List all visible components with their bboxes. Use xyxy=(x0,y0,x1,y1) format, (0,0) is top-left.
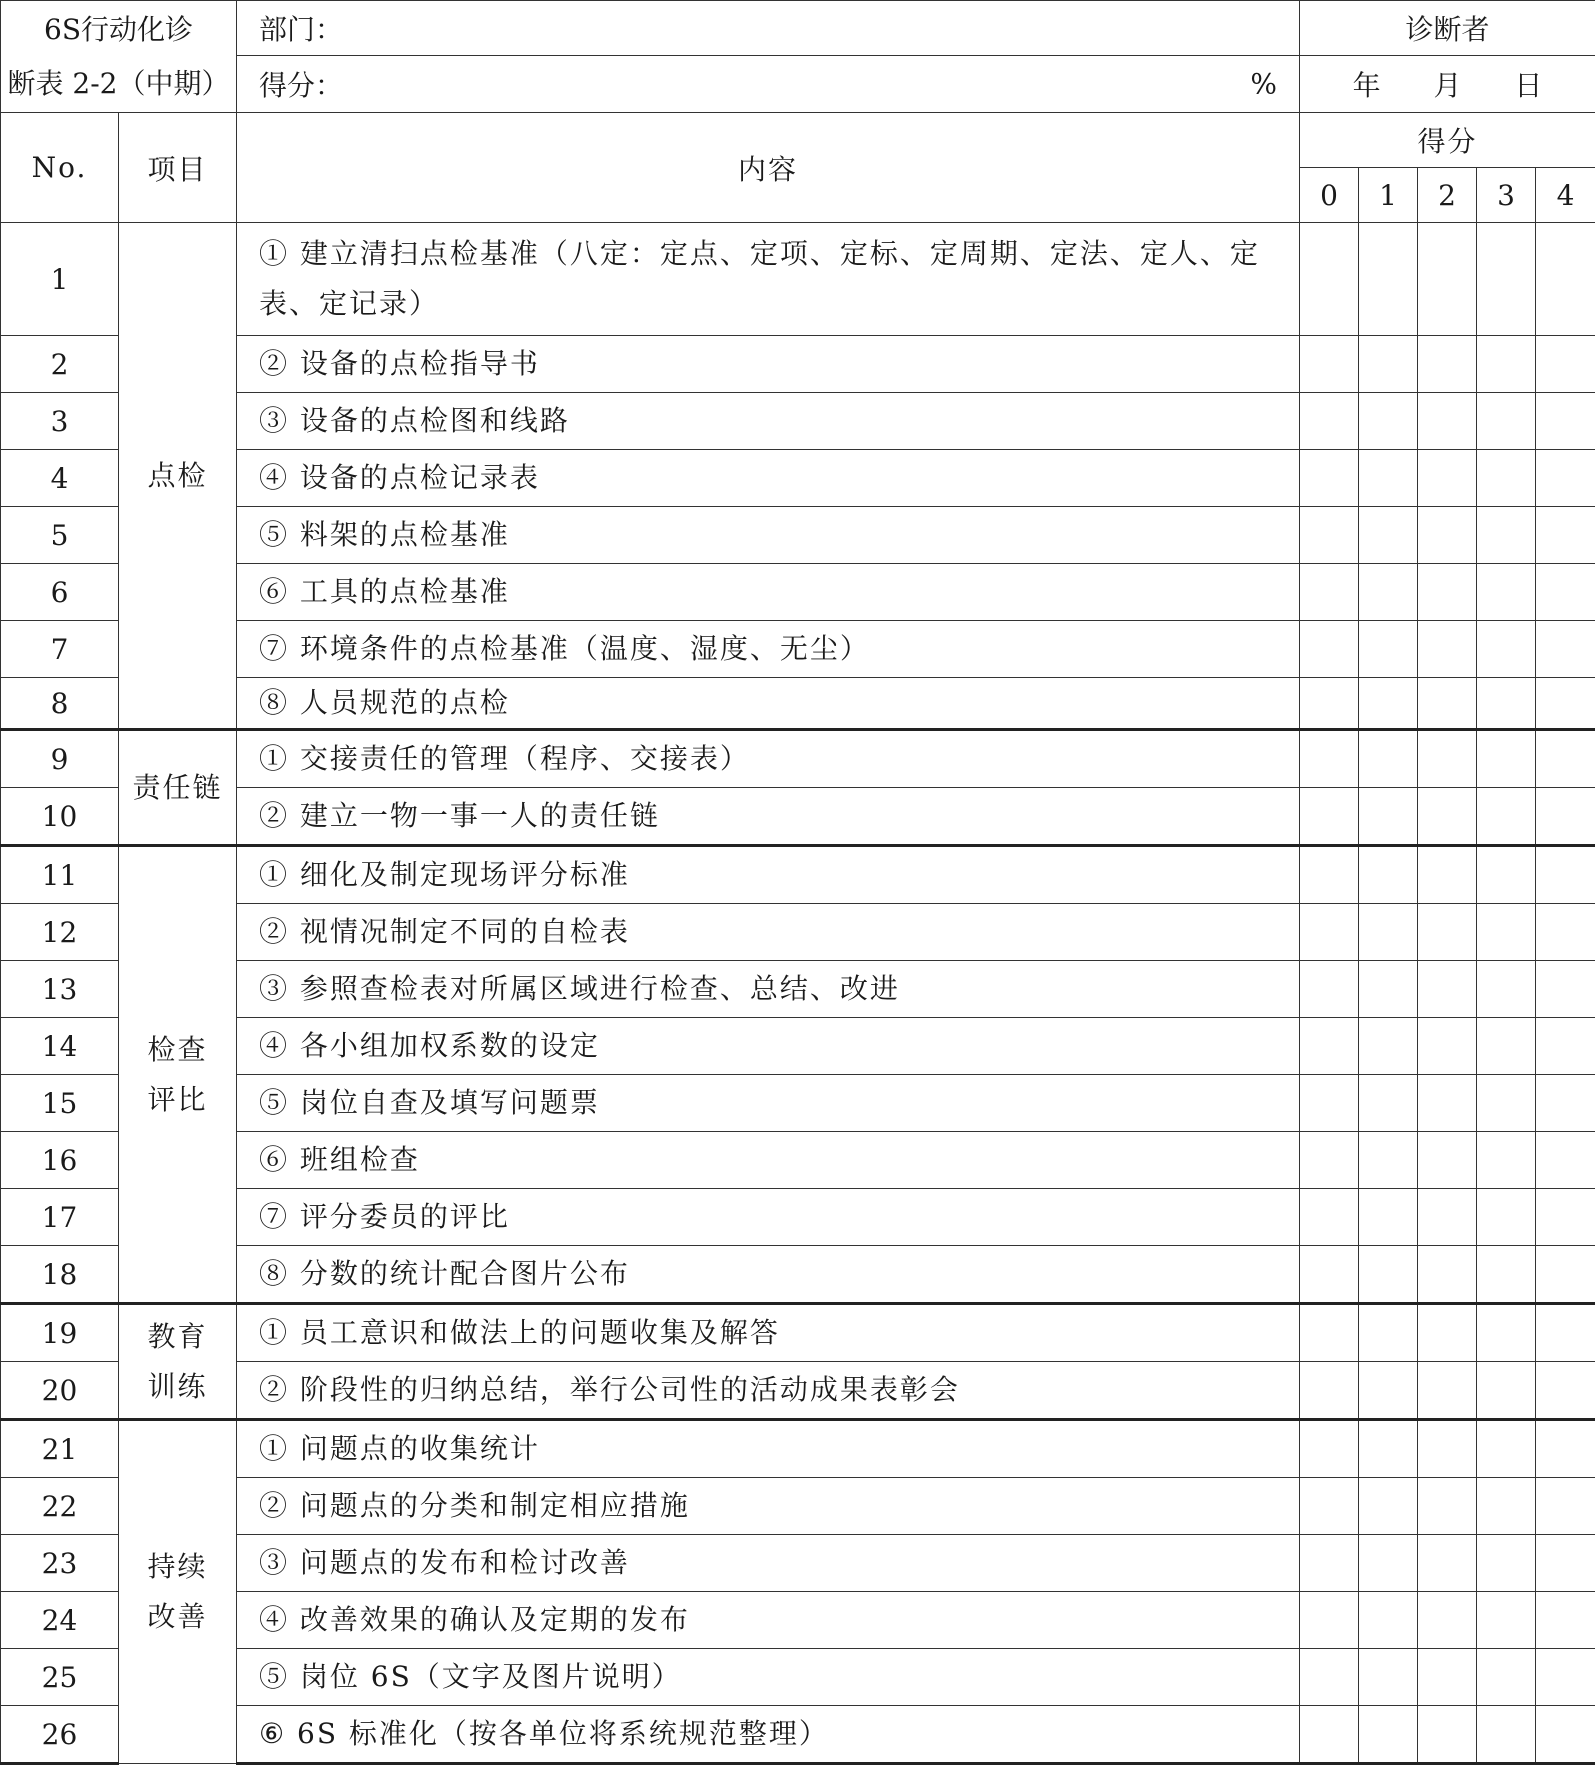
score-cell-4[interactable] xyxy=(1536,450,1595,507)
score-cell-2[interactable] xyxy=(1418,788,1477,846)
score-cell-0[interactable] xyxy=(1300,1420,1359,1478)
table-row xyxy=(1,393,1595,450)
row-number: 3 xyxy=(1,393,119,450)
score-cell-2[interactable] xyxy=(1418,678,1477,730)
row-number: 22 xyxy=(1,1478,119,1535)
row-content: ⑤ 岗位 6S（文字及图片说明） xyxy=(237,1649,1300,1706)
score-cell-4[interactable] xyxy=(1536,1362,1595,1420)
score-cell-1[interactable] xyxy=(1359,788,1418,846)
date-field[interactable] xyxy=(1300,56,1595,113)
score-cell-0[interactable] xyxy=(1300,621,1359,678)
row-content: ⑦ 环境条件的点检基准（温度、湿度、无尘） xyxy=(237,621,1300,678)
score-cell-2[interactable] xyxy=(1418,1132,1477,1189)
score-level-2: 2 xyxy=(1418,168,1477,223)
row-number: 19 xyxy=(1,1304,119,1362)
category-label-line2: 评比 xyxy=(147,1082,208,1116)
row-content: ④ 改善效果的确认及定期的发布 xyxy=(237,1592,1300,1649)
table-row xyxy=(1,1132,1595,1189)
row-number: 2 xyxy=(1,336,119,393)
table-row xyxy=(1,961,1595,1018)
score-cell-1[interactable] xyxy=(1359,223,1418,336)
date-year: 年 xyxy=(1352,69,1381,102)
score-cell-2[interactable] xyxy=(1418,507,1477,564)
score-cell-2[interactable] xyxy=(1418,1706,1477,1764)
score-cell-0[interactable] xyxy=(1300,846,1359,904)
table-row xyxy=(1,1535,1595,1592)
score-cell-2[interactable] xyxy=(1418,393,1477,450)
score-cell-2[interactable] xyxy=(1418,336,1477,393)
score-cell-4[interactable] xyxy=(1536,223,1595,336)
score-cell-2[interactable] xyxy=(1418,450,1477,507)
score-cell-3[interactable] xyxy=(1477,1075,1536,1132)
score-cell-2[interactable] xyxy=(1418,730,1477,788)
row-number: 10 xyxy=(1,788,119,846)
score-cell-3[interactable] xyxy=(1477,1018,1536,1075)
row-number: 15 xyxy=(1,1075,119,1132)
score-cell-3[interactable] xyxy=(1477,393,1536,450)
score-cell-1[interactable] xyxy=(1359,336,1418,393)
score-cell-0[interactable] xyxy=(1300,1649,1359,1706)
score-cell-1[interactable] xyxy=(1359,1706,1418,1764)
score-cell-3[interactable] xyxy=(1477,1304,1536,1362)
score-cell-0[interactable] xyxy=(1300,1018,1359,1075)
score-cell-1[interactable] xyxy=(1359,730,1418,788)
table-row xyxy=(1,223,1595,336)
score-cell-2[interactable] xyxy=(1418,904,1477,961)
score-cell-2[interactable] xyxy=(1418,1420,1477,1478)
table-row xyxy=(1,730,1595,788)
table-row xyxy=(1,1362,1595,1420)
score-cell-1[interactable] xyxy=(1359,393,1418,450)
score-cell-3[interactable] xyxy=(1477,1592,1536,1649)
score-cell-4[interactable] xyxy=(1536,1189,1595,1246)
row-content: ① 问题点的收集统计 xyxy=(237,1420,1300,1478)
score-cell-0[interactable] xyxy=(1300,1075,1359,1132)
table-row xyxy=(1,846,1595,904)
category-label: 责任链 xyxy=(132,770,223,804)
category-responsibility-chain xyxy=(119,730,237,846)
score-cell-2[interactable] xyxy=(1418,1592,1477,1649)
row-number: 24 xyxy=(1,1592,119,1649)
header-row-1 xyxy=(1,1,1595,56)
row-number: 4 xyxy=(1,450,119,507)
row-number: 26 xyxy=(1,1706,119,1764)
score-cell-0[interactable] xyxy=(1300,904,1359,961)
table-row xyxy=(1,1304,1595,1362)
score-cell-4[interactable] xyxy=(1536,1592,1595,1649)
score-cell-3[interactable] xyxy=(1477,1420,1536,1478)
score-level-4: 4 xyxy=(1536,168,1595,223)
col-header-score: 得分 xyxy=(1300,113,1595,168)
score-cell-4[interactable] xyxy=(1536,678,1595,730)
score-cell-1[interactable] xyxy=(1359,1075,1418,1132)
row-content: ① 员工意识和做法上的问题收集及解答 xyxy=(237,1304,1300,1362)
table-row xyxy=(1,621,1595,678)
score-cell-2[interactable] xyxy=(1418,564,1477,621)
score-cell-1[interactable] xyxy=(1359,961,1418,1018)
score-cell-0[interactable] xyxy=(1300,1246,1359,1304)
row-number: 18 xyxy=(1,1246,119,1304)
category-label-line2: 训练 xyxy=(147,1369,208,1403)
score-cell-4[interactable] xyxy=(1536,1075,1595,1132)
score-cell-3[interactable] xyxy=(1477,961,1536,1018)
col-header-no: No. xyxy=(1,113,119,223)
table-row xyxy=(1,678,1595,730)
score-cell-0[interactable] xyxy=(1300,507,1359,564)
row-content: ⑤ 岗位自查及填写问题票 xyxy=(237,1075,1300,1132)
score-cell-3[interactable] xyxy=(1477,730,1536,788)
score-cell-3[interactable] xyxy=(1477,1478,1536,1535)
score-cell-1[interactable] xyxy=(1359,1478,1418,1535)
diagnoser-header: 诊断者 xyxy=(1300,1,1595,56)
form-title-line1: 6S行动化诊 xyxy=(44,12,193,46)
score-cell-4[interactable] xyxy=(1536,564,1595,621)
score-cell-0[interactable] xyxy=(1300,1304,1359,1362)
table-row xyxy=(1,1478,1595,1535)
score-cell-3[interactable] xyxy=(1477,1535,1536,1592)
row-content: ⑧ 分数的统计配合图片公布 xyxy=(237,1246,1300,1304)
category-inspection xyxy=(119,223,237,730)
score-cell-0[interactable] xyxy=(1300,450,1359,507)
table-row xyxy=(1,904,1595,961)
row-content: ⑥ 工具的点检基准 xyxy=(237,564,1300,621)
score-cell-4[interactable] xyxy=(1536,904,1595,961)
row-content: ③ 问题点的发布和检讨改善 xyxy=(237,1535,1300,1592)
score-cell-0[interactable] xyxy=(1300,1362,1359,1420)
score-cell-0[interactable] xyxy=(1300,336,1359,393)
row-number: 13 xyxy=(1,961,119,1018)
score-cell-0[interactable] xyxy=(1300,788,1359,846)
col-header-item: 项目 xyxy=(119,113,237,223)
score-cell-0[interactable] xyxy=(1300,393,1359,450)
row-content: ③ 参照查检表对所属区域进行检查、总结、改进 xyxy=(237,961,1300,1018)
column-header-row-1 xyxy=(1,113,1595,168)
row-content: ② 建立一物一事一人的责任链 xyxy=(237,788,1300,846)
score-cell-4[interactable] xyxy=(1536,846,1595,904)
category-label: 检查 xyxy=(147,1032,208,1066)
row-number: 1 xyxy=(1,223,119,336)
row-number: 21 xyxy=(1,1420,119,1478)
score-level-3: 3 xyxy=(1477,168,1536,223)
row-content: ⑧ 人员规范的点检 xyxy=(237,678,1300,730)
score-cell-2[interactable] xyxy=(1418,1649,1477,1706)
table-row xyxy=(1,1246,1595,1304)
score-cell-0[interactable] xyxy=(1300,1132,1359,1189)
score-cell-4[interactable] xyxy=(1536,1132,1595,1189)
score-cell-4[interactable] xyxy=(1536,1018,1595,1075)
row-number: 23 xyxy=(1,1535,119,1592)
score-cell-3[interactable] xyxy=(1477,1706,1536,1764)
score-cell-4[interactable] xyxy=(1536,788,1595,846)
score-cell-2[interactable] xyxy=(1418,1362,1477,1420)
score-cell-0[interactable] xyxy=(1300,961,1359,1018)
score-cell-2[interactable] xyxy=(1418,1075,1477,1132)
table-row xyxy=(1,1706,1595,1764)
row-content: ⑥ 班组检查 xyxy=(237,1132,1300,1189)
score-cell-3[interactable] xyxy=(1477,1362,1536,1420)
row-number: 9 xyxy=(1,730,119,788)
row-number: 14 xyxy=(1,1018,119,1075)
form-title xyxy=(1,1,237,113)
score-cell-0[interactable] xyxy=(1300,678,1359,730)
score-cell-1[interactable] xyxy=(1359,450,1418,507)
row-number: 6 xyxy=(1,564,119,621)
score-cell-0[interactable] xyxy=(1300,1592,1359,1649)
category-continuous-improvement xyxy=(119,1420,237,1764)
score-cell-1[interactable] xyxy=(1359,1304,1418,1362)
table-row xyxy=(1,788,1595,846)
score-cell-3[interactable] xyxy=(1477,1649,1536,1706)
row-number: 25 xyxy=(1,1649,119,1706)
row-content: ④ 设备的点检记录表 xyxy=(237,450,1300,507)
row-content: ① 建立清扫点检基准（八定：定点、定项、定标、定周期、定法、定人、定表、定记录） xyxy=(237,223,1300,336)
row-number: 7 xyxy=(1,621,119,678)
score-label: 得分： xyxy=(259,69,344,102)
department-field[interactable] xyxy=(237,1,1300,56)
score-cell-1[interactable] xyxy=(1359,1592,1418,1649)
category-label: 持续 xyxy=(147,1550,208,1583)
score-cell-3[interactable] xyxy=(1477,904,1536,961)
row-content: ④ 各小组加权系数的设定 xyxy=(237,1018,1300,1075)
table-row xyxy=(1,450,1595,507)
score-cell-3[interactable] xyxy=(1477,788,1536,846)
score-cell-4[interactable] xyxy=(1536,961,1595,1018)
score-level-1: 1 xyxy=(1359,168,1418,223)
row-number: 20 xyxy=(1,1362,119,1420)
table-row xyxy=(1,1018,1595,1075)
date-month: 月 xyxy=(1433,69,1462,102)
score-cell-0[interactable] xyxy=(1300,564,1359,621)
score-cell-1[interactable] xyxy=(1359,1535,1418,1592)
score-cell-1[interactable] xyxy=(1359,621,1418,678)
score-cell-3[interactable] xyxy=(1477,621,1536,678)
form-title-line2: 断表 2-2（中期） xyxy=(7,66,230,100)
score-cell-2[interactable] xyxy=(1418,961,1477,1018)
score-cell-4[interactable] xyxy=(1536,336,1595,393)
score-cell-4[interactable] xyxy=(1536,1246,1595,1304)
row-content: ⑥ 6S 标准化（按各单位将系统规范整理） xyxy=(237,1706,1300,1764)
row-content: ⑤ 料架的点检基准 xyxy=(237,507,1300,564)
row-number: 8 xyxy=(1,678,119,730)
table-row xyxy=(1,1592,1595,1649)
score-cell-4[interactable] xyxy=(1536,1420,1595,1478)
category-inspection-evaluation xyxy=(119,846,237,1304)
category-label: 点检 xyxy=(147,458,208,492)
score-cell-3[interactable] xyxy=(1477,678,1536,730)
score-level-0: 0 xyxy=(1300,168,1359,223)
table-row xyxy=(1,564,1595,621)
score-cell-2[interactable] xyxy=(1418,1478,1477,1535)
score-cell-1[interactable] xyxy=(1359,904,1418,961)
score-cell-4[interactable] xyxy=(1536,1649,1595,1706)
score-cell-0[interactable] xyxy=(1300,730,1359,788)
score-cell-4[interactable] xyxy=(1536,393,1595,450)
score-cell-2[interactable] xyxy=(1418,1018,1477,1075)
score-cell-1[interactable] xyxy=(1359,1189,1418,1246)
score-cell-1[interactable] xyxy=(1359,1246,1418,1304)
score-cell-1[interactable] xyxy=(1359,1132,1418,1189)
row-number: 17 xyxy=(1,1189,119,1246)
score-cell-3[interactable] xyxy=(1477,1132,1536,1189)
score-cell-0[interactable] xyxy=(1300,1189,1359,1246)
row-content: ② 阶段性的归纳总结，举行公司性的活动成果表彰会 xyxy=(237,1362,1300,1420)
score-cell-2[interactable] xyxy=(1418,846,1477,904)
row-number: 11 xyxy=(1,846,119,904)
score-cell-3[interactable] xyxy=(1477,564,1536,621)
category-label: 教育 xyxy=(147,1319,208,1353)
score-cell-3[interactable] xyxy=(1477,223,1536,336)
table-row xyxy=(1,1420,1595,1478)
score-cell-3[interactable] xyxy=(1477,450,1536,507)
score-cell-4[interactable] xyxy=(1536,1478,1595,1535)
score-cell-1[interactable] xyxy=(1359,1420,1418,1478)
score-cell-3[interactable] xyxy=(1477,846,1536,904)
score-cell-4[interactable] xyxy=(1536,1304,1595,1362)
row-content: ② 设备的点检指导书 xyxy=(237,336,1300,393)
table-row xyxy=(1,1189,1595,1246)
score-cell-1[interactable] xyxy=(1359,507,1418,564)
score-cell-4[interactable] xyxy=(1536,730,1595,788)
row-content: ① 细化及制定现场评分标准 xyxy=(237,846,1300,904)
category-label-line2: 改善 xyxy=(147,1600,208,1633)
row-number: 16 xyxy=(1,1132,119,1189)
table-row xyxy=(1,507,1595,564)
score-cell-3[interactable] xyxy=(1477,1189,1536,1246)
score-cell-1[interactable] xyxy=(1359,1018,1418,1075)
score-field[interactable] xyxy=(237,56,1300,113)
header-row-2 xyxy=(1,56,1595,113)
percent-sign: % xyxy=(1250,67,1277,101)
score-cell-1[interactable] xyxy=(1359,846,1418,904)
row-content: ③ 设备的点检图和线路 xyxy=(237,393,1300,450)
date-day: 日 xyxy=(1514,69,1543,102)
score-cell-4[interactable] xyxy=(1536,507,1595,564)
score-cell-0[interactable] xyxy=(1300,1535,1359,1592)
department-label: 部门： xyxy=(259,13,344,46)
score-cell-2[interactable] xyxy=(1418,1535,1477,1592)
row-number: 5 xyxy=(1,507,119,564)
score-cell-4[interactable] xyxy=(1536,621,1595,678)
score-cell-2[interactable] xyxy=(1418,1189,1477,1246)
score-cell-0[interactable] xyxy=(1300,223,1359,336)
score-cell-3[interactable] xyxy=(1477,1246,1536,1304)
row-content: ② 视情况制定不同的自检表 xyxy=(237,904,1300,961)
score-cell-3[interactable] xyxy=(1477,336,1536,393)
score-cell-1[interactable] xyxy=(1359,1362,1418,1420)
score-cell-0[interactable] xyxy=(1300,1706,1359,1764)
row-content: ⑦ 评分委员的评比 xyxy=(237,1189,1300,1246)
score-cell-1[interactable] xyxy=(1359,564,1418,621)
row-number: 12 xyxy=(1,904,119,961)
row-content: ② 问题点的分类和制定相应措施 xyxy=(237,1478,1300,1535)
score-cell-4[interactable] xyxy=(1536,1535,1595,1592)
score-cell-2[interactable] xyxy=(1418,223,1477,336)
score-cell-4[interactable] xyxy=(1536,1706,1595,1764)
score-cell-2[interactable] xyxy=(1418,1304,1477,1362)
score-cell-1[interactable] xyxy=(1359,678,1418,730)
score-cell-1[interactable] xyxy=(1359,1649,1418,1706)
score-cell-3[interactable] xyxy=(1477,507,1536,564)
score-cell-0[interactable] xyxy=(1300,1478,1359,1535)
table-row xyxy=(1,336,1595,393)
score-cell-2[interactable] xyxy=(1418,1246,1477,1304)
table-row xyxy=(1,1649,1595,1706)
score-cell-2[interactable] xyxy=(1418,621,1477,678)
row-content: ① 交接责任的管理（程序、交接表） xyxy=(237,730,1300,788)
col-header-content: 内容 xyxy=(237,113,1300,223)
table-row xyxy=(1,1075,1595,1132)
category-education-training xyxy=(119,1304,237,1420)
